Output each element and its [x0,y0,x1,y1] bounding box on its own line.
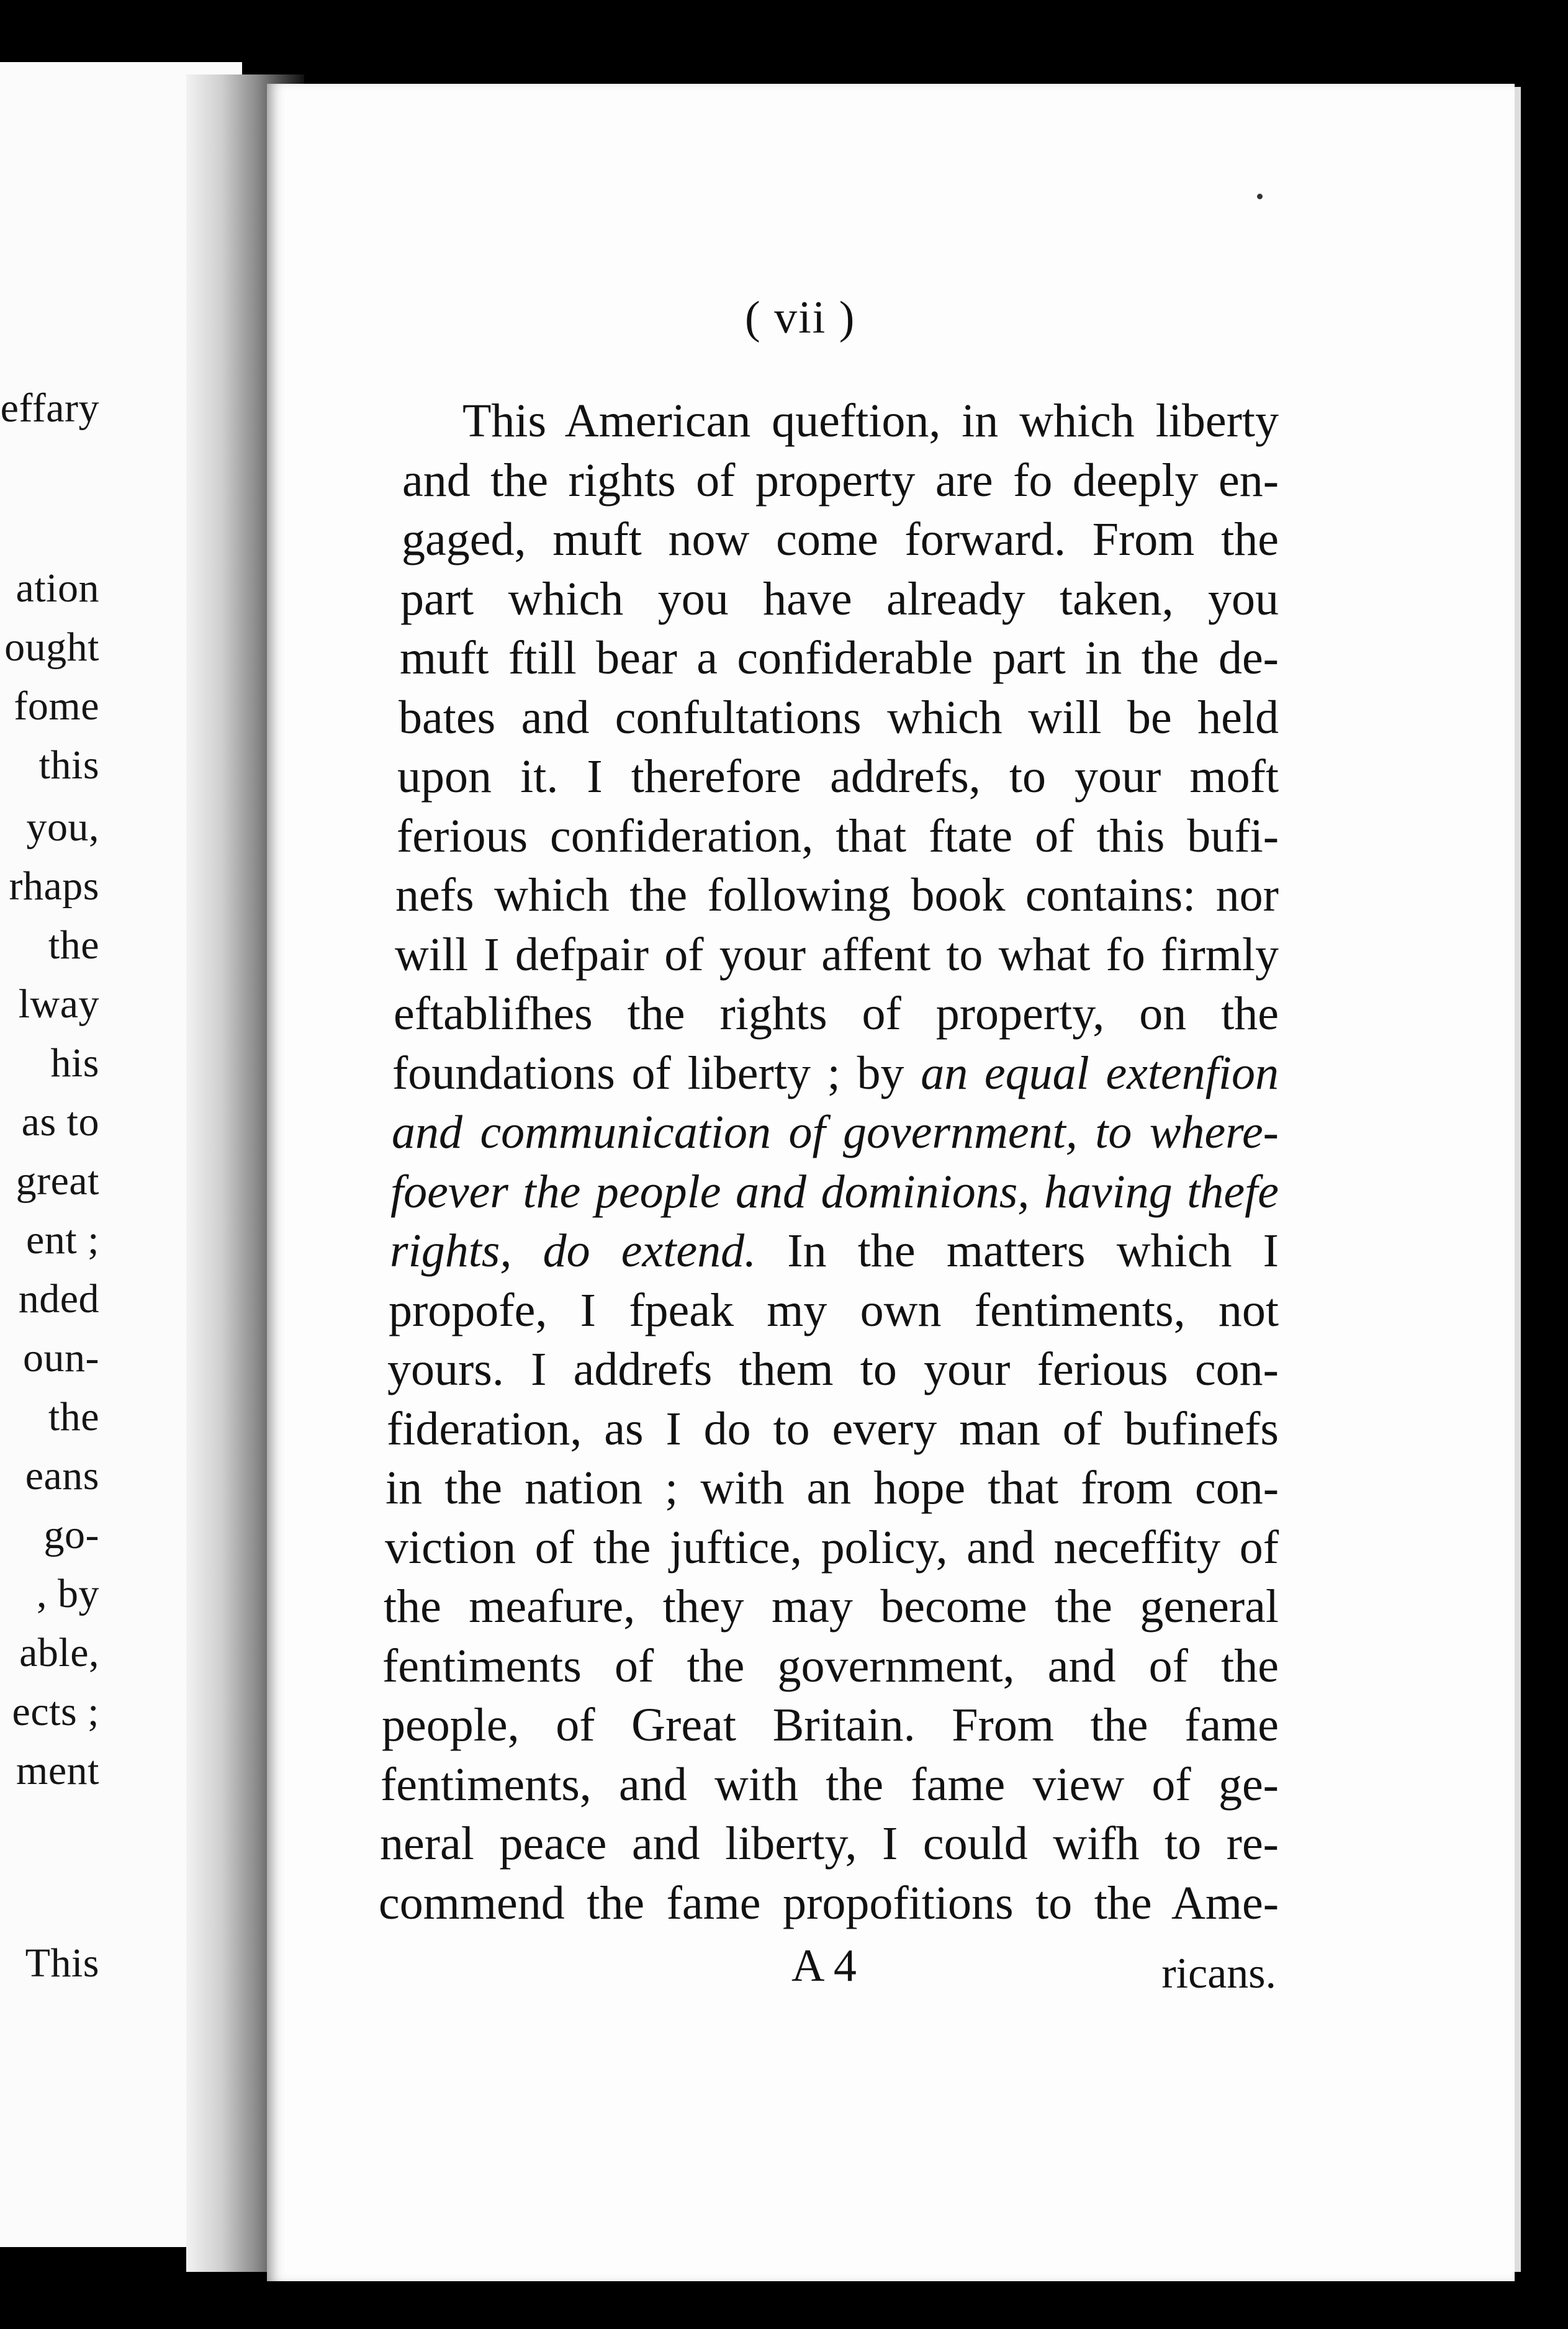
left-page-fragment: oun- [23,1335,99,1381]
left-page-fragment: his [50,1040,99,1086]
body-line-segment: an equal extenfion [921,1047,1279,1099]
body-line [379,1877,1279,1929]
body-line [387,1405,1279,1453]
body-line [399,691,1279,744]
body-line [390,1166,1279,1218]
body-line [462,395,1279,447]
body-line-segment: fentiments of the government, and of the [382,1640,1279,1692]
page-number-header: ( vii ) [745,292,856,343]
left-page-fragment: the [48,1394,99,1439]
left-page-fragment: ent ; [26,1217,99,1263]
body-line-segment: viction of the juftice, policy, and neceffity of [385,1521,1279,1574]
body-line-segment: and the rights of property are fo deeply en- [402,454,1279,507]
left-page-fragment: this [38,742,99,788]
body-line-segment: fentiments, and with the fame view of ge- [381,1759,1279,1811]
body-line-segment: rights, do extend. [390,1225,757,1277]
body-line-segment: will I defpair of your affent to what fo firmly [395,929,1279,981]
left-page-fragment: go- [43,1512,99,1557]
left-page-fragment: ought [4,624,99,670]
left-page-fragment: eans [25,1453,99,1498]
body-line-segment: bates and confultations which will be held [399,691,1279,744]
body-line-segment: gaged, muft now come forward. From the [402,513,1279,565]
body-line [384,1580,1279,1633]
body-line-segment: ferious confideration, that ftate of this bufi- [397,810,1279,862]
body-line-segment: the meafure, they may become the general [384,1580,1279,1633]
left-page-fragment: ation [16,565,99,611]
left-page-fragment: great [16,1158,99,1204]
body-line-segment: people, of Great Britain. From the fame [382,1699,1279,1751]
body-line [385,1462,1279,1514]
body-line-segment: This American queftion, in which liberty [462,395,1279,447]
body-line-segment: fideration, as I do to every man of bufinefs [387,1403,1279,1455]
body-line [380,1818,1279,1870]
left-page-fragment: This [25,1940,99,1986]
left-page-fragment: ects ; [12,1689,99,1734]
body-line-segment: eftablifhes the rights of property, on the [394,988,1279,1040]
body-line-segment: foundations of liberty ; by [392,1047,921,1099]
page-edge [1515,87,1521,2272]
body-line [392,1106,1279,1158]
left-page-fragment: lway [18,981,99,1027]
body-line [395,929,1279,981]
body-line-segment: In the matters which I [756,1225,1279,1277]
body-line [402,513,1279,565]
body-line [392,1047,1279,1099]
ink-speck [1257,194,1263,199]
body-line [400,575,1279,623]
left-page-fragment: fome [14,683,99,729]
body-line-segment: commend the fame propofitions to the Ame- [379,1877,1279,1929]
left-page-fragment: the [48,922,99,968]
body-line-segment: neral peace and liberty, I could wifh to re- [380,1818,1279,1870]
body-line [394,988,1279,1040]
body-line-segment: propofe, I fpeak my own fentiments, not [389,1284,1279,1336]
body-line-segment: upon it. I therefore addrefs, to your moft [397,750,1279,803]
body-line [382,1701,1279,1749]
left-page-fragment: able, [19,1630,99,1675]
body-line-segment: in the nation ; with an hope that from con- [385,1462,1279,1514]
body-line-segment: and communication of government, to where- [392,1106,1279,1158]
body-line [382,1642,1279,1690]
body-line [400,634,1279,682]
signature-mark: A 4 [791,1940,857,1991]
body-line [387,1343,1279,1395]
left-page-fragment: as to [21,1099,99,1145]
body-line [381,1759,1279,1811]
body-line [389,1284,1279,1336]
body-line-segment: muft ftill bear a confiderable part in the de- [400,632,1279,684]
body-line-segment: part which you have already taken, you [400,573,1279,625]
left-page-fragment: you, [26,804,99,850]
left-page-fragment: nded [18,1276,99,1322]
body-line [402,454,1279,507]
left-page-fragment: rhaps [9,863,99,909]
left-page-fragment: effary [0,385,99,431]
left-page-fragment: ment [16,1748,99,1793]
body-line [397,810,1279,862]
body-line [390,1225,1279,1277]
left-page-fragment: , by [37,1571,99,1616]
body-line-segment: nefs which the following book contains: nor [395,869,1279,921]
body-line [397,750,1279,803]
body-line [385,1521,1279,1574]
body-line-segment: foever the people and dominions, having thefe [390,1166,1279,1218]
catchword: ricans. [1161,1950,1276,1998]
body-line [395,869,1279,921]
body-line-segment: yours. I addrefs them to your ferious con- [387,1343,1279,1395]
